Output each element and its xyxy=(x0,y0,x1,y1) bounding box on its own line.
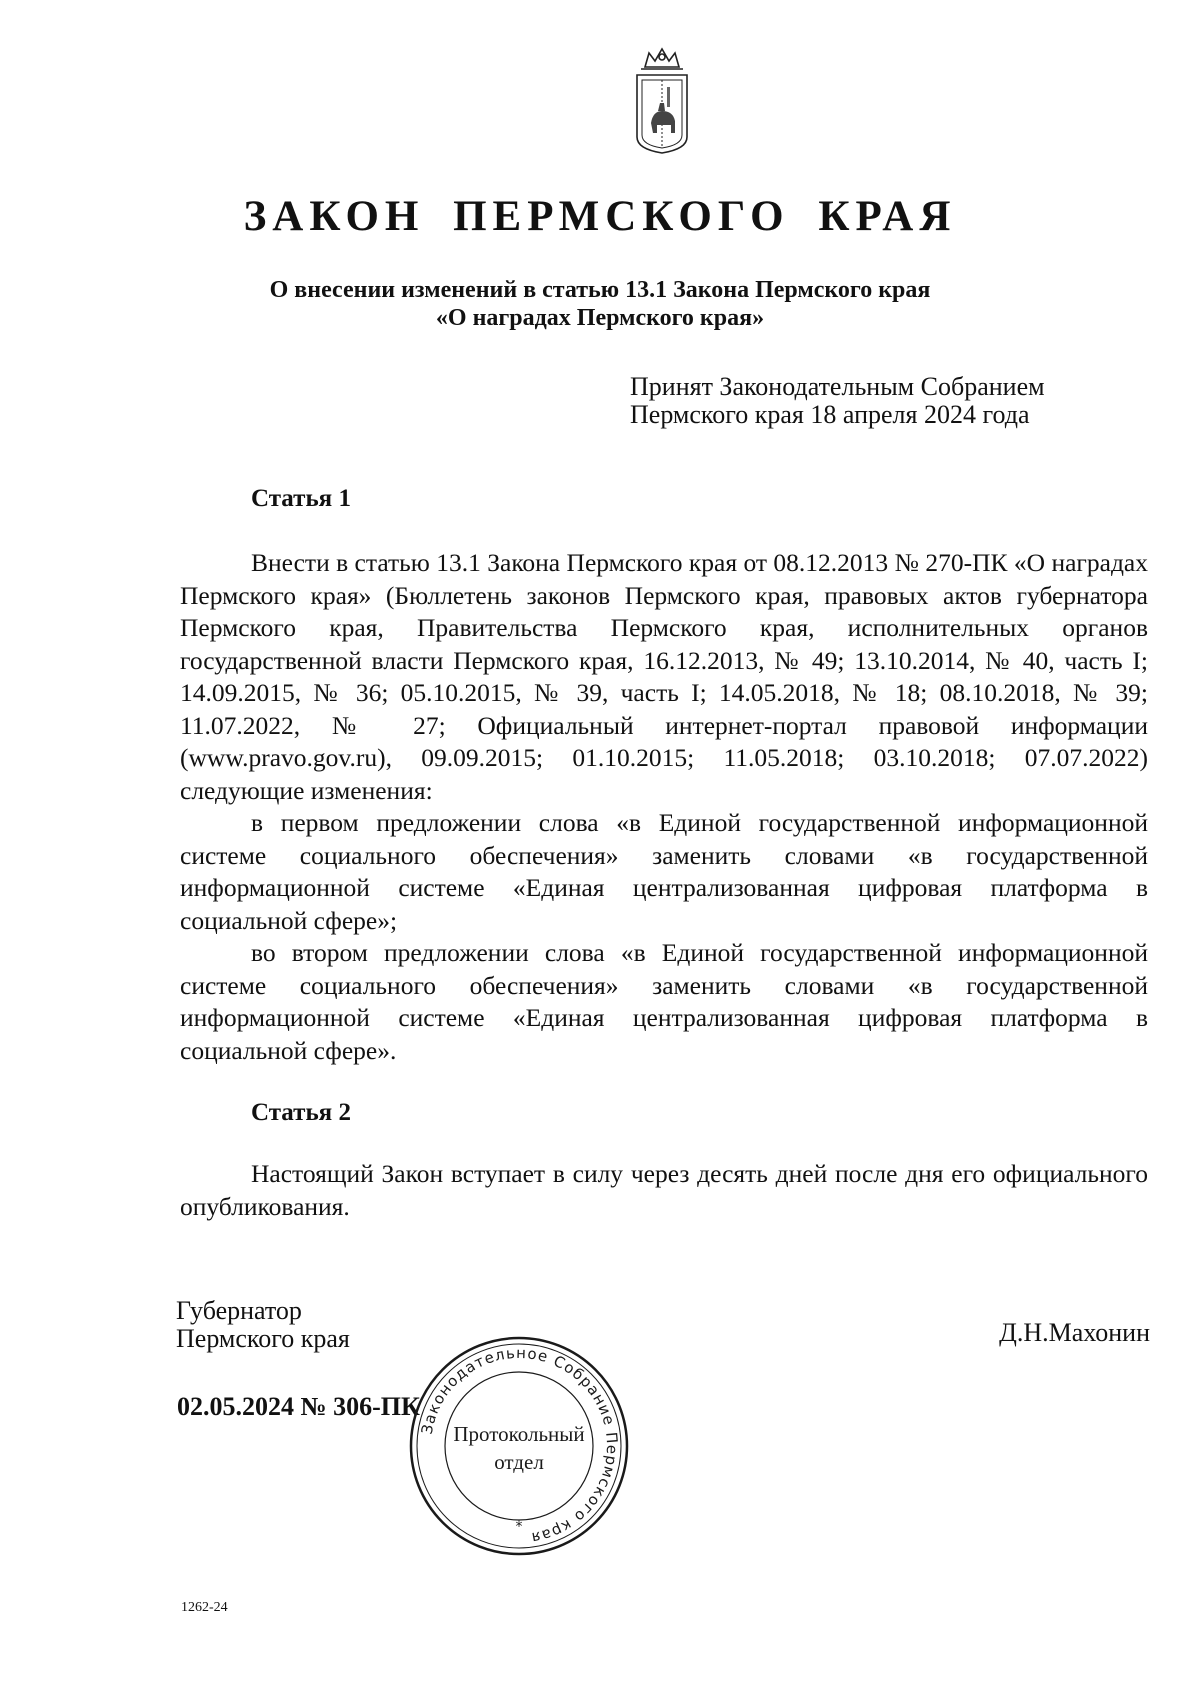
coat-of-arms-icon xyxy=(631,45,693,157)
adoption-line: Принят Законодательным Собранием xyxy=(630,372,1045,401)
article-2-body xyxy=(180,1158,1148,1223)
signatory-name: Д.Н.Махонин xyxy=(999,1318,1150,1347)
signatory-position xyxy=(176,1297,350,1353)
article-1-paragraph: в первом предложении слова «в Единой государственной информационной системе социального обеспечения» заменить словами «в государственной информационной системе «Единая централизованная цифровая платформа в социальной сфере»; xyxy=(180,808,1148,935)
article-1-paragraph: во втором предложении слова «в Единой государственной информационной системе социального обеспечения» заменить словами «в государственной информационной системе «Единая централизованная цифровая платформа в социальной сфере». xyxy=(180,938,1148,1065)
law-title: ЗАКОН ПЕРМСКОГО КРАЯ xyxy=(243,193,957,240)
svg-text:*: * xyxy=(515,1519,523,1535)
article-2-heading: Статья 2 xyxy=(251,1099,351,1126)
article-1-heading: Статья 1 xyxy=(251,485,351,512)
article-1-body xyxy=(180,547,1148,1067)
adoption-note xyxy=(630,373,1045,429)
law-subtitle xyxy=(0,276,1200,332)
law-date-number: 02.05.2024 № 306-ПК xyxy=(177,1392,420,1421)
subtitle-line: «О наградах Пермского края» xyxy=(435,305,765,331)
signatory-position-line: Пермского края xyxy=(176,1324,350,1353)
stamp-center-line: отдел xyxy=(494,1450,544,1474)
stamp-ring-text: Законодательное Собрание Пермского края xyxy=(417,1343,622,1548)
official-stamp xyxy=(408,1335,630,1557)
document-code: 1262-24 xyxy=(181,1600,228,1615)
article-2-paragraph: Настоящий Закон вступает в силу через десять дней после дня его официального опубликования. xyxy=(180,1159,1148,1221)
signatory-position-line: Губернатор xyxy=(176,1296,302,1325)
adoption-line: Пермского края 18 апреля 2024 года xyxy=(630,400,1030,429)
stamp-center-line: Протокольный xyxy=(453,1422,585,1446)
article-1-paragraph: Внести в статью 13.1 Закона Пермского края от 08.12.2013 № 270-ПК «О наградах Пермского края» (Бюллетень законов Пермского края, правовых актов губернатора Пермского края, Правительства Пермского края, исполнительных органов государственной власти Пермского края, 16.12.2013, № 49; 13.10.2014, № 40, часть I; 14.09.2015, № 36; 05.10.2015, № 39, часть I; 14.05.2018, № 18; 08.10.2018, № 39; 11.07.2022, № 27; Официальный интернет-портал правовой информации (www.pravo.gov.ru), 09.09.2015; 01.10.2015; 11.05.2018; 03.10.2018; 07.07.2022) следующие изменения: xyxy=(180,548,1148,805)
subtitle-line: О внесении изменений в статью 13.1 Закона Пермского края xyxy=(269,277,931,303)
